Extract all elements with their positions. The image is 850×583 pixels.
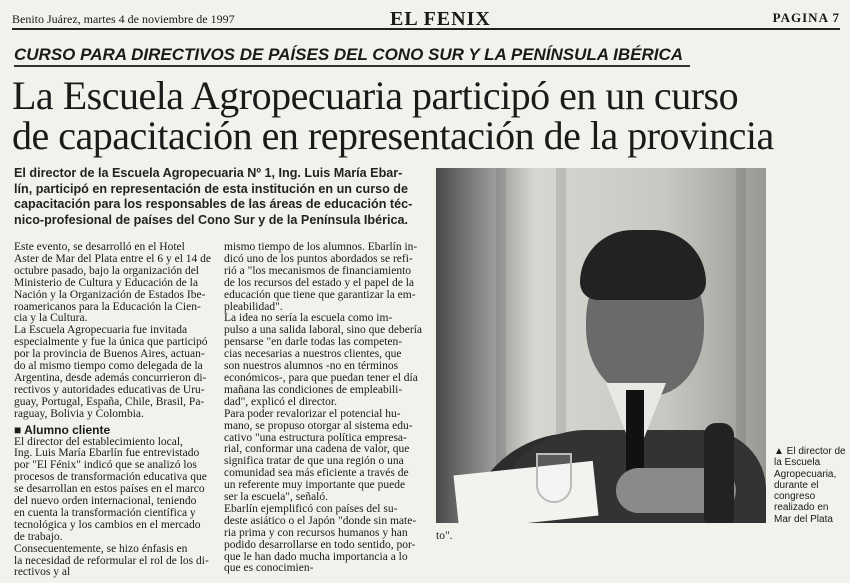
text-line: pulso a una salida laboral, sino que debería bbox=[224, 324, 422, 337]
text-line: La idea no sería la escuela como im- bbox=[224, 312, 393, 325]
text-line: cias necesarias a nuestros clientes, que bbox=[224, 348, 402, 361]
text-line: rió a "los mecanismos de financiamiento bbox=[224, 264, 412, 277]
text-line: dad", explicó el director. bbox=[224, 395, 337, 408]
text-line: pensarse "en darle todas las competen- bbox=[224, 336, 403, 349]
text-line: rial, conformar una cadena de valor, que bbox=[224, 443, 410, 456]
headline-line: de capacitación en representación de la provincia bbox=[12, 113, 774, 158]
text-line: Este evento, se desarrolló en el Hotel bbox=[14, 241, 185, 253]
text-line: de trabajo. bbox=[14, 530, 63, 543]
text-line: dicó uno de los puntos abordados se refi- bbox=[224, 252, 413, 265]
caption-line: realizado en bbox=[774, 502, 829, 514]
text-line: rectivos y al bbox=[14, 566, 71, 579]
text-line: en cuenta la transformación científica y bbox=[14, 506, 196, 519]
newspaper-name: EL FENIX bbox=[390, 8, 491, 30]
caption-line: la Escuela bbox=[774, 457, 821, 469]
photo-caption bbox=[774, 446, 844, 525]
text-line: por la provincia de Buenos Aires, actuan- bbox=[14, 348, 205, 361]
text-line: mañana las condiciones de empleabili- bbox=[224, 383, 403, 396]
text-line: un referente muy importante que puede bbox=[224, 479, 406, 492]
text-line: ria prima y con recursos humanos y han bbox=[224, 526, 408, 539]
text-line: Nación y la Organización de Estados Ibe- bbox=[14, 288, 206, 301]
text-line: do al mismo tiempo como delegada de la bbox=[14, 360, 203, 373]
text-line: mismo tiempo de los alumnos. Ebarlín in- bbox=[224, 241, 418, 253]
headline bbox=[12, 73, 842, 158]
text-line: deste asiático o el Japón "donde sin mate- bbox=[224, 514, 417, 527]
text-line: mano, se propuso otorgar al sistema edu- bbox=[224, 419, 413, 432]
lead-line: lín, participó en representación de esta institución en un curso de bbox=[14, 181, 408, 196]
photo-papers bbox=[454, 461, 599, 523]
text-line: El director del establecimiento local, bbox=[14, 435, 183, 448]
article-column-2 bbox=[224, 242, 424, 575]
photo-subject-tie bbox=[626, 390, 644, 480]
text-line: son nuestros alumnos -no en términos bbox=[224, 360, 399, 373]
lead-line: El director de la Escuela Agropecuaria Nº 1, Ing. Luis María Ebar- bbox=[14, 166, 403, 180]
section-subhead: ■ Alumno cliente bbox=[14, 422, 111, 437]
text-line: económicos-, para que puedan tener el día bbox=[224, 371, 418, 384]
text-line: Ministerio de Cultura y Educación de la bbox=[14, 276, 198, 289]
text-line: tecnológica y los cambios en el mercado bbox=[14, 518, 201, 531]
text-line: guay, Portugal, España, Chile, Brasil, Pa- bbox=[14, 395, 205, 408]
text-line: Ebarlín ejemplificó con países del su- bbox=[224, 502, 398, 515]
caption-line: congreso bbox=[774, 491, 816, 503]
text-line: octubre pasado, bajo la organización del bbox=[14, 264, 199, 277]
caption-line: durante el bbox=[774, 479, 819, 491]
caption-line: Mar del Plata bbox=[774, 513, 833, 525]
text-line: ser la escuela", señaló. bbox=[224, 491, 328, 504]
lead-line: nico-profesional de países del Cono Sur y de la Península Ibérica. bbox=[14, 212, 409, 227]
article-column-1 bbox=[14, 242, 212, 579]
text-line: cia y la Cultura. bbox=[14, 312, 88, 325]
text-line: rectivos y autoridades educativas de Uru- bbox=[14, 383, 205, 396]
headline-line: La Escuela Agropecuaria participó en un curso bbox=[12, 73, 739, 118]
caption-line: ▲ El director de bbox=[774, 446, 846, 457]
text-line: especialmente y fue la única que participó bbox=[14, 336, 208, 349]
lead-line: capacitación para los responsables de las áreas de educación téc- bbox=[14, 197, 413, 211]
text-line: que le han dado mucha importancia a lo bbox=[224, 550, 408, 563]
text-line: educación que tiene que garantizar la em- bbox=[224, 288, 416, 301]
page-number: PAGINA 7 bbox=[772, 10, 840, 25]
page-header bbox=[12, 8, 840, 30]
kicker: CURSO PARA DIRECTIVOS DE PAÍSES DEL CONO SUR Y LA PENÍNSULA IBÉRICA bbox=[14, 45, 690, 67]
text-line: del nuevo orden internacional, teniendo bbox=[14, 495, 197, 508]
text-line: procesos de transformación educativa que bbox=[14, 471, 207, 484]
photo-subject-hair bbox=[580, 230, 706, 300]
lead-paragraph bbox=[14, 166, 422, 228]
news-photo bbox=[436, 168, 766, 523]
text-line: de los recursos del estado y el papel de la bbox=[224, 276, 415, 289]
text-line: Ing. Luis María Ebarlín fue entrevistado bbox=[14, 447, 200, 460]
text-line: pleabilidad". bbox=[224, 300, 283, 313]
column-continuation: to". bbox=[436, 530, 453, 542]
caption-line: Agropecuaria, bbox=[774, 468, 837, 480]
text-line: cativo "una estructura política empresa- bbox=[224, 431, 407, 444]
text-line: Aster de Mar del Plata entre el 6 y el 14 de bbox=[14, 252, 212, 265]
dateline: Benito Juárez, martes 4 de noviembre de 1997 bbox=[12, 12, 235, 26]
subhead-text: Alumno cliente bbox=[24, 422, 111, 437]
text-line: Argentina, desde además concurrieron di- bbox=[14, 371, 207, 384]
photo-glass bbox=[536, 453, 572, 503]
text-line: raguay, Bolivia y Colombia. bbox=[14, 407, 144, 420]
text-line: comunidad sea más eficiente a través de bbox=[224, 467, 409, 480]
text-line: la necesidad de reformular el rol de los di- bbox=[14, 554, 209, 567]
text-line: que es conocimien- bbox=[224, 562, 314, 575]
text-line: se desarrollan en estos países en el marco bbox=[14, 483, 205, 496]
text-line: podido desarrollarse en todo sentido, por- bbox=[224, 538, 416, 551]
text-line: por "El Fénix" indicó que se analizó los bbox=[14, 459, 197, 472]
text-line: significa tratar de que una región o una bbox=[224, 455, 404, 468]
text-line: La Escuela Agropecuaria fue invitada bbox=[14, 324, 188, 337]
text-line: Para poder revalorizar el potencial hu- bbox=[224, 407, 401, 420]
text-line: Consecuentemente, se hizo énfasis en bbox=[14, 542, 188, 555]
text-line: roamericanos para la Educación la Cien- bbox=[14, 300, 201, 313]
photo-bottle bbox=[704, 423, 734, 523]
